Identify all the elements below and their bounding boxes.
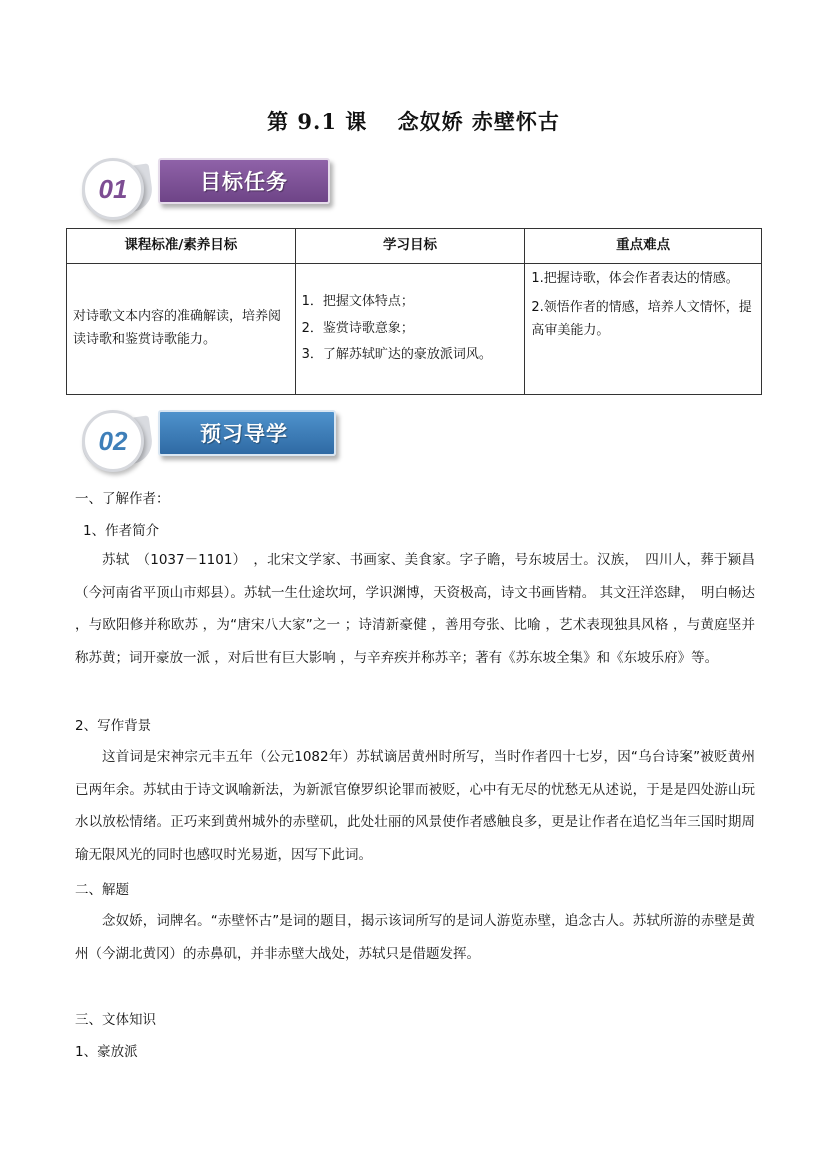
table-header: 学习目标	[295, 229, 525, 264]
section-title: 目标任务	[158, 158, 330, 204]
objectives-cell	[295, 264, 525, 395]
subheading-haofang: 1、豪放派	[75, 1044, 138, 1060]
standard-cell	[67, 264, 296, 395]
section-banner-goals	[78, 154, 348, 216]
background-paragraph	[75, 741, 755, 871]
paragraph-text: 念奴娇，词牌名。“赤壁怀古”是词的题目，揭示该词所写的是词人游览赤壁，追念古人。苏轼所游的赤壁是黄州（今湖北黄冈）的赤鼻矶，并非赤壁大战处，苏轼只是借题发挥。	[75, 913, 755, 962]
standard-text: 对诗歌文本内容的准确解读，培养阅读诗歌和鉴赏诗歌能力。	[73, 309, 282, 347]
table-header-row	[67, 229, 762, 264]
paragraph-text: 这首词是宋神宗元丰五年（公元1082年）苏轼谪居黄州时所写，当时作者四十七岁，因“乌台诗案”被贬黄州已两年余。苏轼由于诗文讽喻新法，为新派官僚罗织论罪而被贬，心中有无尽的忧愁无从述说，于是是四处游山玩水以放松情绪。正巧来到黄州城外的赤壁矶，此处壮丽的风景使作者感触良多，更是让作者在追忆当年三国时期周瑜无限风光的同时也感叹时光易逝，因写下此词。	[75, 749, 755, 863]
title-paragraph	[75, 905, 755, 970]
heading-title-explanation: 二、解题	[75, 882, 129, 898]
table-header: 课程标准/素养目标	[67, 229, 296, 264]
heading-author: 一、了解作者：	[75, 491, 170, 507]
section-banner-preview	[78, 406, 348, 468]
page-title: 第 9.1 课 念奴娇 赤壁怀古	[267, 109, 560, 134]
objective-item: 2．鉴赏诗歌意象；	[301, 320, 414, 336]
objective-item: 3．了解苏轼旷达的豪放派词风。	[301, 347, 492, 363]
heading-genre: 三、文体知识	[75, 1012, 156, 1028]
objective-item: 1．把握文体特点；	[301, 293, 414, 309]
author-paragraph	[75, 544, 755, 674]
section-title: 预习导学	[158, 410, 336, 456]
subheading-author-intro: 1、作者简介	[83, 523, 160, 539]
table-row	[67, 264, 762, 395]
subheading-background: 2、写作背景	[75, 718, 152, 734]
paragraph-text: 苏轼 （1037－1101） ，北宋文学家、书画家、美食家。字子瞻，号东坡居士。汉族， 四川人，葬于颍昌（今河南省平顶山市郏县）。苏轼一生仕途坎坷，学识渊博，天资极高，诗文书画皆精。 其文汪洋恣肆， 明白畅达 ，与欧阳修并称欧苏 ，为“唐宋八大家”之一 ；诗清新豪健 ，善用夸张、比喻 ，艺术表现独具风格 ，与黄庭坚并称苏黄；词开豪放一派 ，对后世有巨大影响 ，与辛弃疾并称苏辛；著有《苏东坡全集》和《东坡乐府》等。	[75, 552, 755, 666]
table-header: 重点难点	[525, 229, 762, 264]
key-point-item: 1.把握诗歌，体会作者表达的情感。	[531, 271, 739, 286]
goals-table	[66, 228, 762, 395]
section-number-badge: 01	[82, 158, 144, 220]
section-number-badge: 02	[82, 410, 144, 472]
key-points-cell	[525, 264, 762, 395]
key-point-item: 2.领悟作者的情感，培养人文情怀，提高审美能力。	[531, 299, 752, 338]
